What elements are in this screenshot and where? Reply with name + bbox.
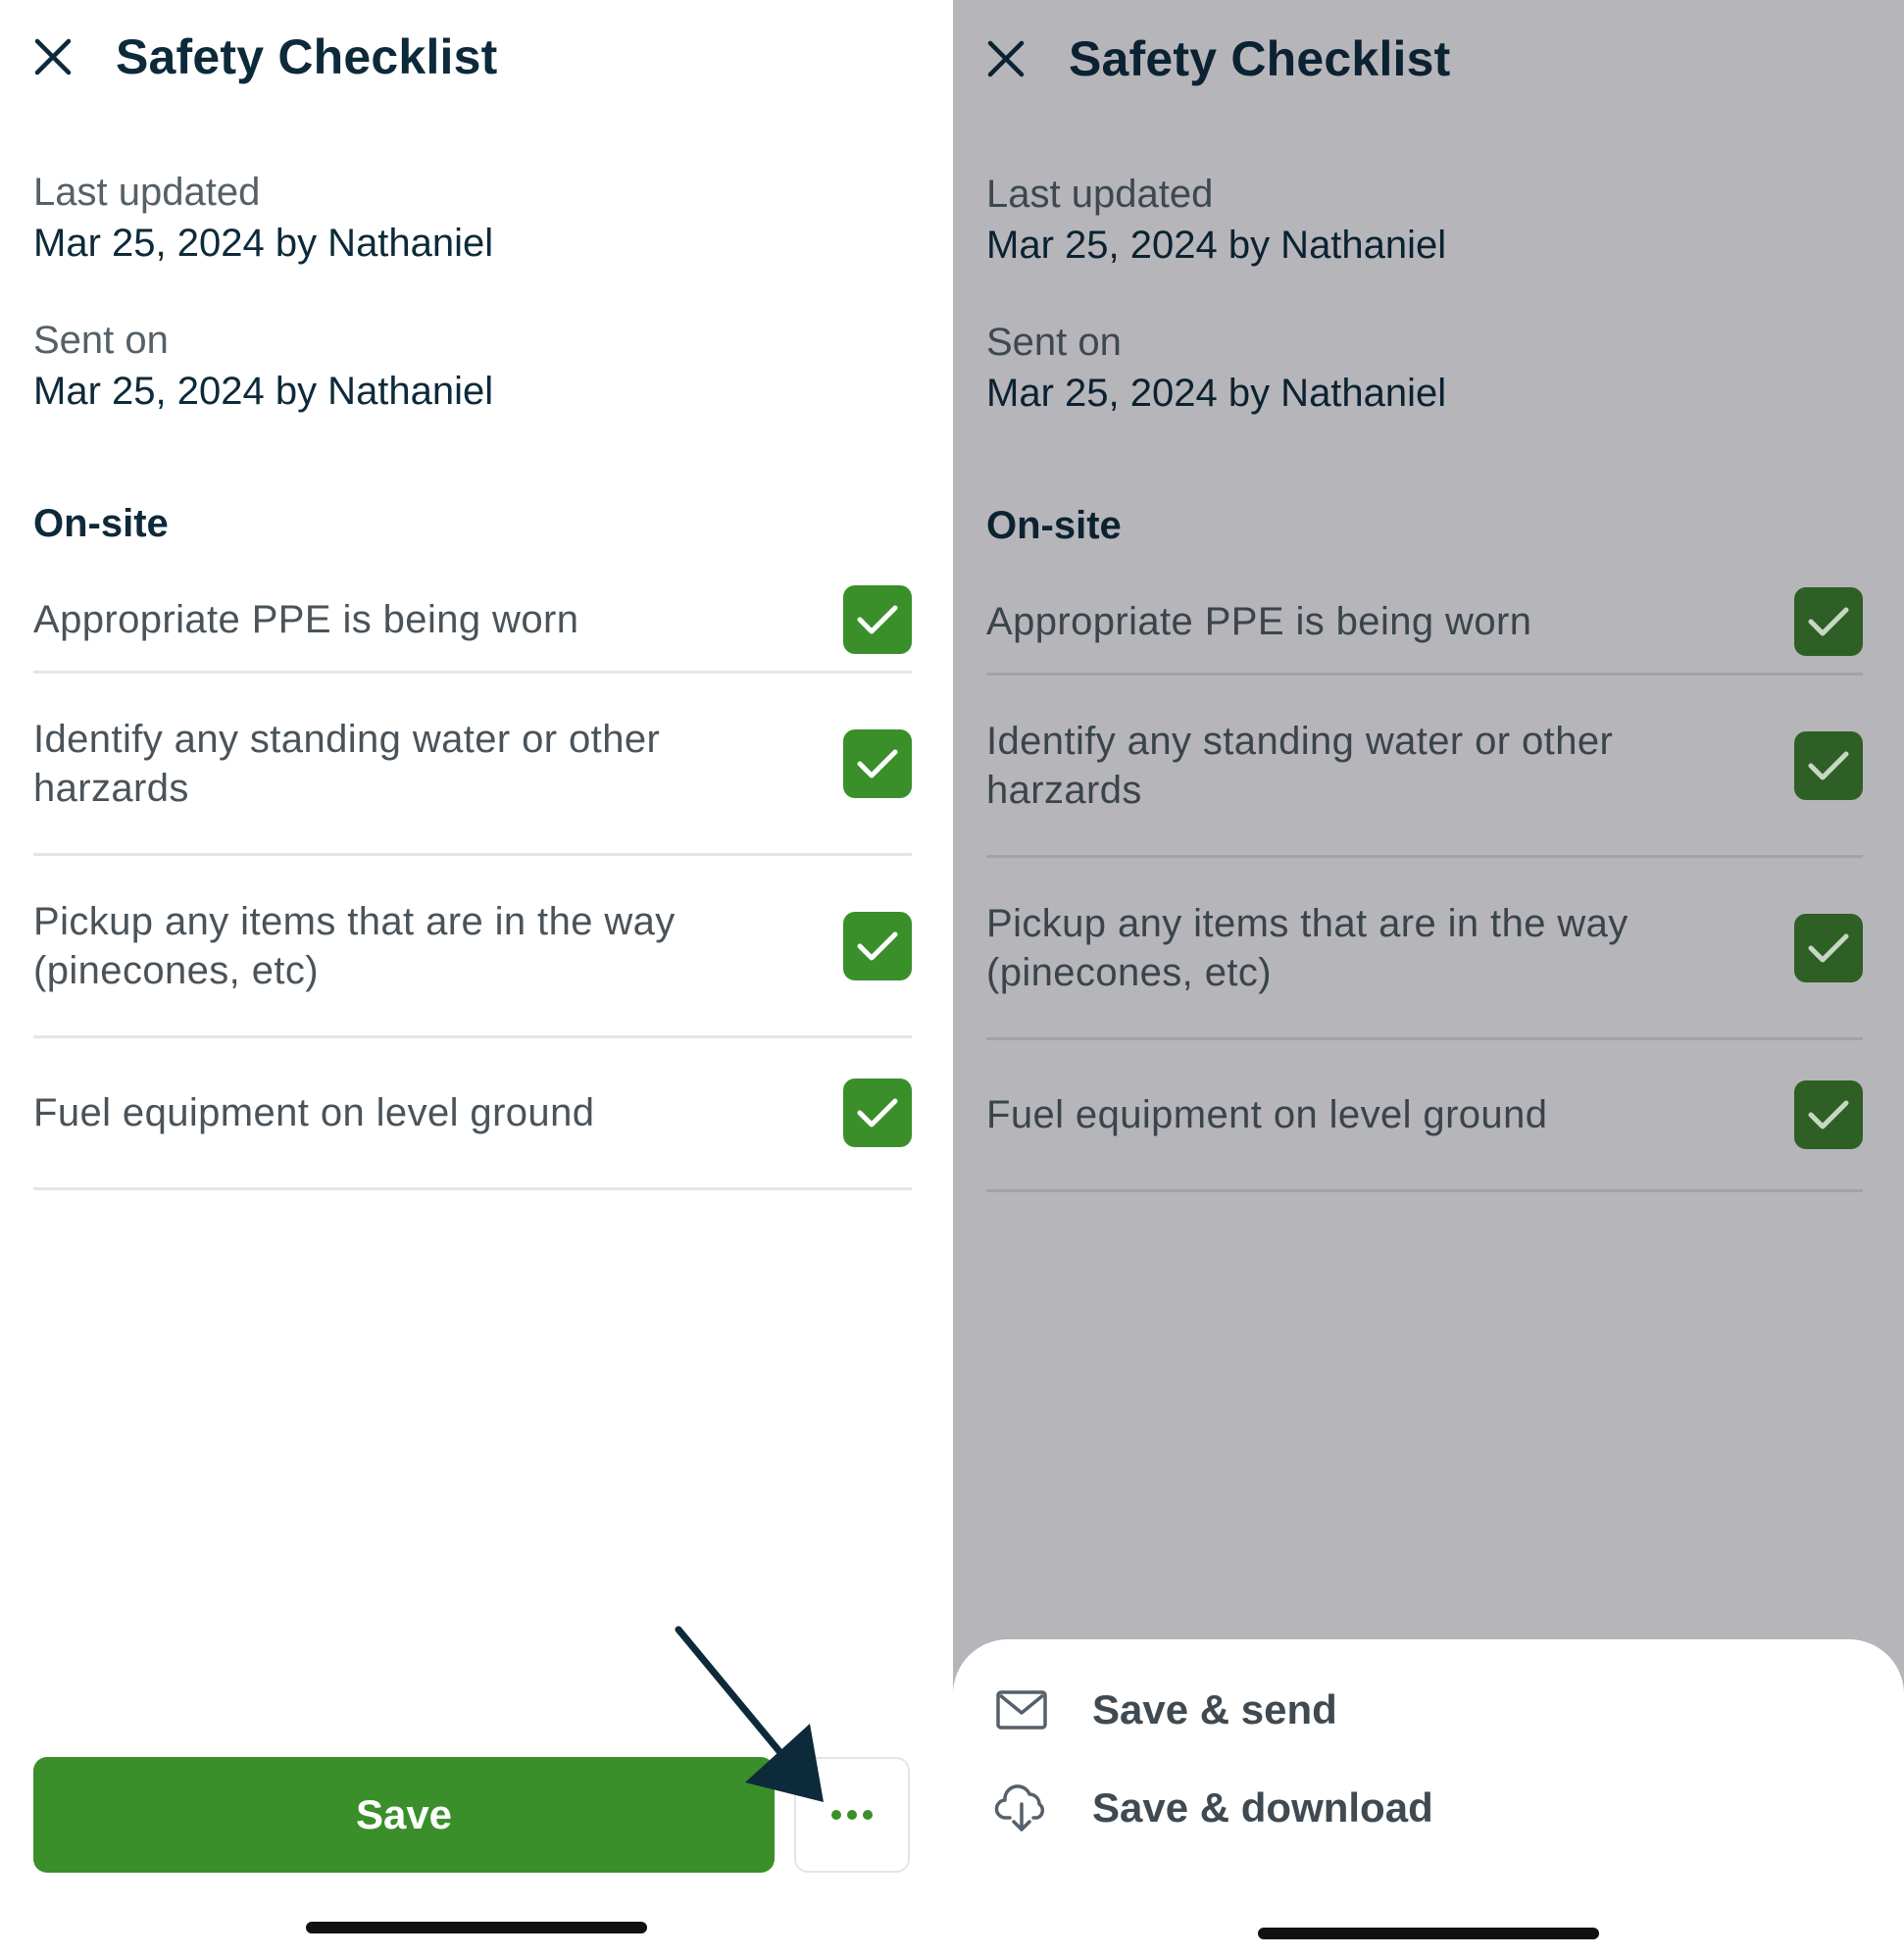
sent-on-value: Mar 25, 2024 by Nathaniel xyxy=(33,370,494,413)
last-updated xyxy=(986,169,1446,271)
checkbox-checked[interactable] xyxy=(1794,731,1863,800)
check-icon xyxy=(1807,748,1850,783)
save-and-send-label: Save & send xyxy=(1092,1686,1337,1732)
sent-on xyxy=(986,317,1446,419)
checklist-item[interactable] xyxy=(986,1040,1863,1192)
home-indicator xyxy=(1258,1928,1599,1939)
check-icon xyxy=(856,746,899,781)
checkbox-checked[interactable] xyxy=(1794,914,1863,982)
last-updated-value: Mar 25, 2024 by Nathaniel xyxy=(33,222,494,265)
action-sheet xyxy=(953,1639,1904,1957)
checklist-item[interactable] xyxy=(986,676,1863,858)
checklist-item-label: Fuel equipment on level ground xyxy=(33,1091,595,1134)
checkbox-checked[interactable] xyxy=(1794,587,1863,656)
page-title: Safety Checklist xyxy=(1069,31,1451,86)
close-icon[interactable] xyxy=(986,39,1026,78)
section-title: On-site xyxy=(33,502,169,545)
section-title: On-site xyxy=(986,504,1122,547)
checklist xyxy=(33,569,912,1190)
cloud-download-icon xyxy=(994,1781,1049,1835)
checkbox-checked[interactable] xyxy=(1794,1080,1863,1149)
header xyxy=(33,27,497,86)
home-indicator xyxy=(306,1922,647,1933)
checklist-item[interactable] xyxy=(33,1038,912,1190)
sent-on-label: Sent on xyxy=(986,321,1122,364)
mail-icon xyxy=(994,1682,1049,1737)
checklist xyxy=(986,571,1863,1192)
checklist-screen-with-menu xyxy=(953,0,1904,1957)
sent-on-label: Sent on xyxy=(33,319,169,362)
checklist-item[interactable] xyxy=(33,856,912,1038)
last-updated-label: Last updated xyxy=(986,173,1214,216)
sent-on xyxy=(33,315,493,417)
checklist-item-label: Fuel equipment on level ground xyxy=(986,1093,1548,1136)
last-updated xyxy=(33,167,493,269)
checklist-item-label: Identify any standing water or other harzards xyxy=(33,717,661,810)
save-button[interactable]: Save xyxy=(33,1757,775,1873)
checklist-item-label: Pickup any items that are in the way (pinecones, etc) xyxy=(33,899,676,992)
checklist-item-label: Identify any standing water or other harzards xyxy=(986,719,1614,812)
check-icon xyxy=(1807,1097,1850,1132)
annotation-arrow-icon xyxy=(667,1618,853,1824)
last-updated-value: Mar 25, 2024 by Nathaniel xyxy=(986,224,1447,267)
check-icon xyxy=(856,1095,899,1130)
checkbox-checked[interactable] xyxy=(843,729,912,798)
page-title: Safety Checklist xyxy=(116,29,498,84)
checklist-item[interactable] xyxy=(986,571,1863,676)
checklist-item[interactable] xyxy=(986,858,1863,1040)
save-and-send-option[interactable] xyxy=(994,1682,1337,1737)
save-and-download-label: Save & download xyxy=(1092,1784,1433,1831)
checkbox-checked[interactable] xyxy=(843,585,912,654)
check-icon xyxy=(856,928,899,964)
check-icon xyxy=(856,602,899,637)
checkbox-checked[interactable] xyxy=(843,912,912,980)
checklist-item-label: Pickup any items that are in the way (pinecones, etc) xyxy=(986,901,1628,994)
sent-on-value: Mar 25, 2024 by Nathaniel xyxy=(986,372,1447,415)
check-icon xyxy=(1807,930,1850,966)
save-and-download-option[interactable] xyxy=(994,1781,1433,1835)
header xyxy=(986,29,1450,88)
last-updated-label: Last updated xyxy=(33,171,261,214)
checklist-item[interactable] xyxy=(33,674,912,856)
close-icon[interactable] xyxy=(33,37,73,76)
check-icon xyxy=(1807,604,1850,639)
checkbox-checked[interactable] xyxy=(843,1079,912,1147)
checklist-item-label: Appropriate PPE is being worn xyxy=(33,598,579,641)
checklist-item[interactable] xyxy=(33,569,912,674)
checklist-item-label: Appropriate PPE is being worn xyxy=(986,600,1532,643)
